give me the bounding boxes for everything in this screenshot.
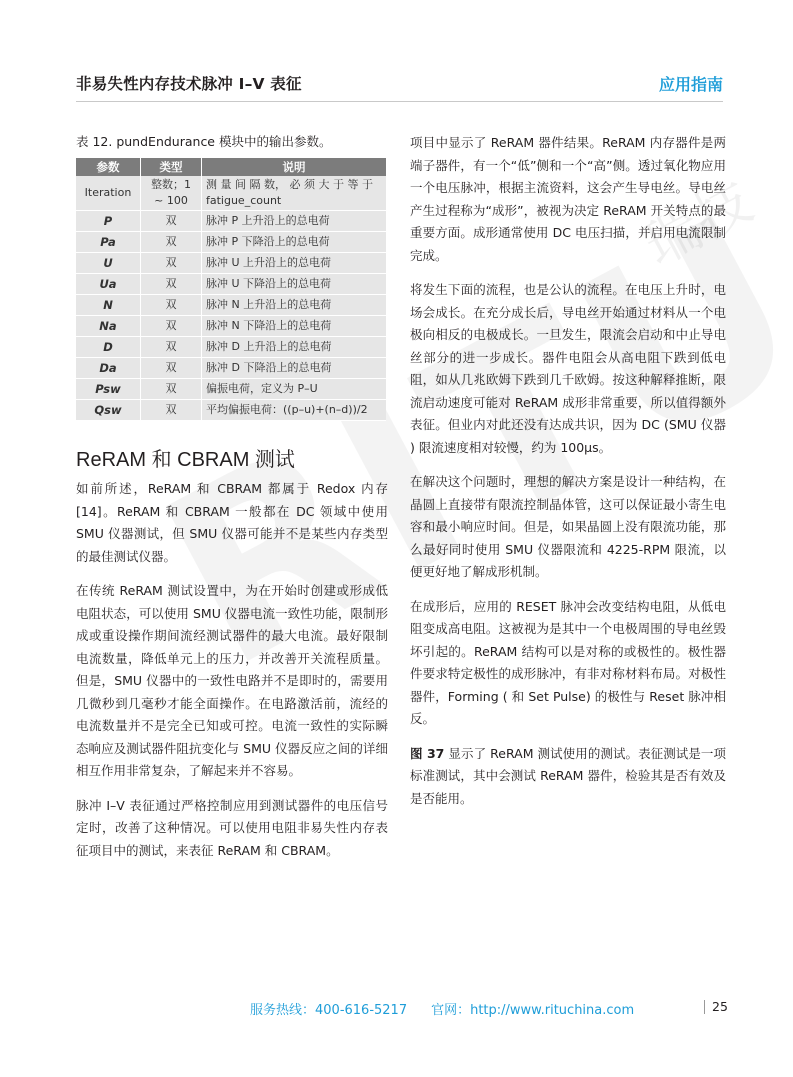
desc-cell: 脉冲 P 上升沿上的总电荷 [202,211,387,232]
table-row [76,295,386,316]
table-row [76,379,386,400]
desc-cell: 偏振电荷，定义为 P–U [202,379,387,400]
body-paragraph: 如前所述，ReRAM 和 CBRAM 都属于 Redox 内存 [14]。ReRAM 和 CBRAM 一般都在 DC 领域中使用 SMU 仪器测试，但 SMU 仪器可能并不是某些内存类型的最佳测试仪器。 [76,481,388,564]
footer-hotline: 服务热线：400-616-5217 [250,1003,408,1018]
desc-cell: 脉冲 N 上升沿上的总电荷 [202,295,387,316]
footer-contact [250,999,634,1018]
param-cell: Iteration [76,176,141,211]
param-cell: D [76,337,141,358]
desc-cell: 脉冲 D 下降沿上的总电荷 [202,358,387,379]
table-header-row [76,158,386,176]
param-cell: P [76,211,141,232]
column-header-type: 类型 [141,158,202,176]
param-cell: N [76,295,141,316]
page-number: 25 [712,999,728,1014]
param-cell: Da [76,358,141,379]
table-row [76,316,386,337]
section-heading: ReRAM 和 CBRAM 测试 [76,449,295,471]
type-cell: 双 [141,253,202,274]
watermark-secondary: 瑞技 [633,168,763,279]
column-header-param: 参数 [76,158,141,176]
param-cell: Psw [76,379,141,400]
type-cell: 双 [141,211,202,232]
param-cell: U [76,253,141,274]
type-cell: 双 [141,358,202,379]
desc-cell: 脉冲 U 下降沿上的总电荷 [202,274,387,295]
type-cell: 双 [141,400,202,421]
figure-reference-text: 显示了 ReRAM 测试使用的测试。表征测试是一项标准测试，其中会测试 ReRAM 器件，检验其是否有效及是否能用。 [410,745,727,806]
type-cell: 整数；1 ~ 100 [141,176,202,211]
table-caption: 表 12. pundEndurance 模块中的输出参数。 [76,134,332,149]
type-cell: 双 [141,316,202,337]
param-cell: Qsw [76,400,141,421]
type-cell: 双 [141,274,202,295]
desc-cell: 脉冲 P 下降沿上的总电荷 [202,232,387,253]
type-cell: 双 [141,337,202,358]
body-paragraph: 在成形后，应用的 RESET 脉冲会改变结构电阻，从低电阻变成高电阻。这被视为是其中一个电极周围的导电丝毁坏引起的。ReRAM 结构可以是对称的或极性的。极性器件要求特定极性的成形脉冲，有非对称材料布局。对极性器件，Forming ( 和 Set Pulse) 的极性与 Reset 脉冲相反。 [410,598,726,726]
footer-divider [704,1000,705,1014]
param-cell: Ua [76,274,141,295]
table-row [76,337,386,358]
page-header-section: 应用指南 [658,75,723,94]
table-row [76,274,386,295]
table-row [76,232,386,253]
output-parameters-table [76,158,386,421]
body-paragraph: 在解决这个问题时，理想的解决方案是设计一种结构，在晶圆上直接带有限流控制晶体管，这可以保证最小寄生电容和最小响应时间。但是，如果晶圆上没有限流功能，那么最好同时使用 SMU 仪器限流和 4225-RPM 限流，以便更好地了解成形机制。 [410,474,726,579]
param-cell: Na [76,316,141,337]
page-header-title: 非易失性内存技术脉冲 I–V 表征 [76,75,302,93]
desc-cell: 脉冲 N 下降沿上的总电荷 [202,316,387,337]
table-row [76,253,386,274]
body-paragraph-figure-reference [410,743,726,811]
desc-cell: 脉冲 U 上升沿上的总电荷 [202,253,387,274]
body-paragraph: 项目中显示了 ReRAM 器件结果。ReRAM 内存器件是两端子器件，有一个“低”侧和一个“高”侧。透过氧化物应用一个电压脉冲，根据主流资料，这会产生导电丝。导电丝产生过程称为“成形”，被视为决定 ReRAM 开关特点的最重要方面。成形通常使用 DC 电压扫描，并启用电流限制完成。 [410,135,726,263]
type-cell: 双 [141,379,202,400]
body-paragraph: 将发生下面的流程，也是公认的流程。在电压上升时，电场会成长。在充分成长后，导电丝开始通过材料从一个电极向相反的电极成长。一旦发生，限流会启动和中止导电丝部分的进一步成长。器件电阻会从高电阻下跌到低电阻，如从几兆欧姆下跌到几千欧姆。按这种解释推断，限流启动速度可能对 ReRAM 成形非常重要，所以值得额外表征。但业内对此还没有达成共识，因为 DC (SMU 仪器 ) 限流速度相对较慢，约为 100µs。 [410,282,726,455]
right-column [410,132,726,822]
desc-cell: 脉冲 D 上升沿上的总电荷 [202,337,387,358]
table-row [76,176,386,211]
desc-cell: 测 量 间 隔 数， 必 须 大 于 等 于 fatigue_count [202,176,387,211]
footer-website-link[interactable]: 官网：http://www.rituchina.com [431,1003,635,1018]
table-row [76,358,386,379]
body-paragraph: 脉冲 I–V 表征通过严格控制应用到测试器件的电压信号定时，改善了这种情况。可以使用电阻非易失性内存表征项目中的测试，来表征 ReRAM 和 CBRAM。 [76,797,388,858]
param-cell: Pa [76,232,141,253]
column-header-desc: 说明 [202,158,387,176]
body-paragraph: 在传统 ReRAM 测试设置中，为在开始时创建或形成低电阻状态，可以使用 SMU 仪器电流一致性功能，限制形成或重设操作期间流经测试器件的最大电流。最好限制电流数量，降低单元上的压力，并改善开关流程质量。但是，SMU 仪器中的一致性电路并不是即时的，需要用几微秒到几毫秒才能全面操作。在电路激活前，流经的电流数量并不是完全已知或可控。电流一致性的实际瞬态响应及测试器件阻抗变化与 SMU 仪器反应之间的详细相互作用非常复杂，了解起来并不容易。 [76,583,388,778]
table-row [76,211,386,232]
type-cell: 双 [141,232,202,253]
left-column [76,132,388,874]
header-divider [76,101,723,102]
figure-reference-link[interactable]: 图 37 [410,745,445,761]
type-cell: 双 [141,295,202,316]
desc-cell: 平均偏振电荷：((p–u)+(n–d))/2 [202,400,387,421]
table-row [76,400,386,421]
